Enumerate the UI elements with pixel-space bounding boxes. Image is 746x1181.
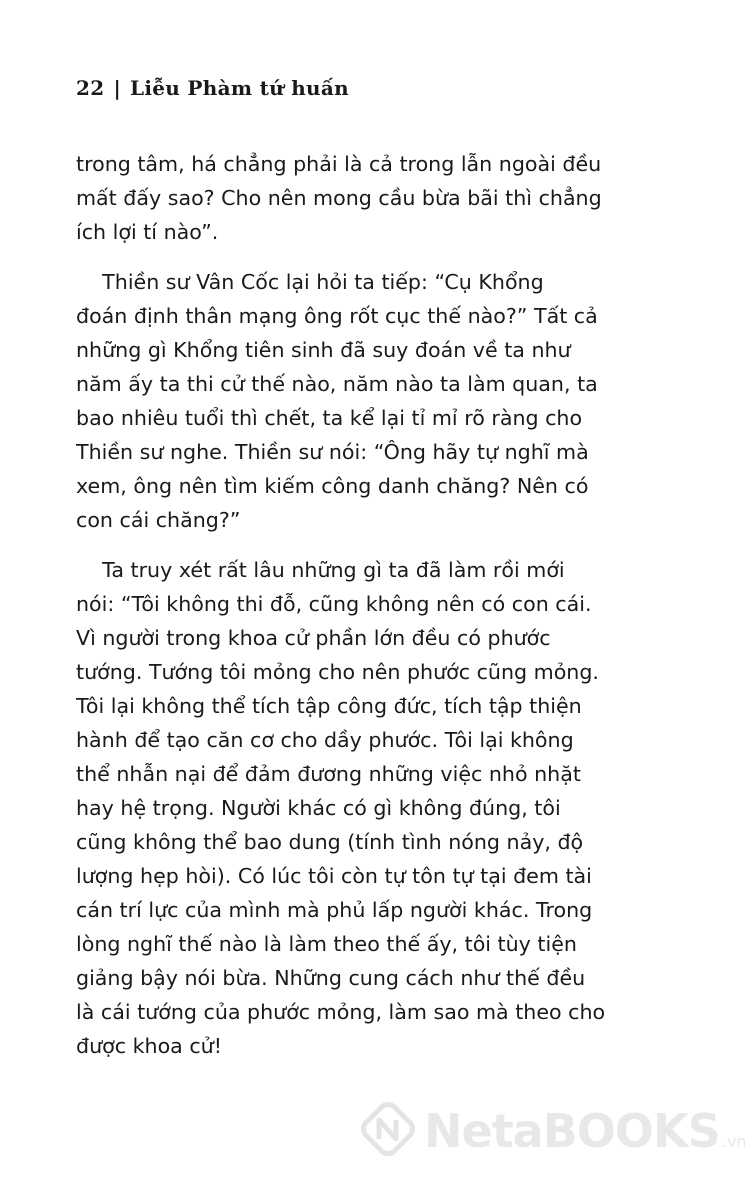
- page-header: [76, 76, 349, 100]
- text-line: Ta truy xét rất lâu những gì ta đã làm rồi mới: [76, 558, 565, 582]
- text-line: lòng nghĩ thế nào là làm theo thế ấy, tôi tùy tiện: [76, 932, 577, 956]
- text-line: năm ấy ta thi cử thế nào, năm nào ta làm quan, ta: [76, 372, 598, 396]
- text-line: Thiền sư Vân Cốc lại hỏi ta tiếp: “Cụ Khổng: [76, 270, 544, 294]
- text-line: bao nhiêu tuổi thì chết, ta kể lại tỉ mỉ rõ ràng cho: [76, 406, 583, 430]
- paragraph-1: [76, 147, 630, 249]
- page-body: [76, 147, 630, 1079]
- text-line: thể nhẫn nại để đảm đương những việc nhỏ nhặt: [76, 762, 581, 786]
- watermark: [362, 1103, 746, 1159]
- book-title: Liễu Phàm tứ huấn: [130, 76, 349, 100]
- text-line: là cái tướng của phước mỏng, làm sao mà theo cho: [76, 1000, 606, 1024]
- text-line: xem, ông nên tìm kiếm công danh chăng? Nên có: [76, 474, 589, 498]
- text-line: tướng. Tướng tôi mỏng cho nên phước cũng mỏng.: [76, 660, 599, 684]
- text-line: lượng hẹp hòi). Có lúc tôi còn tự tôn tự tại đem tài: [76, 864, 592, 888]
- text-line: Tôi lại không thể tích tập công đức, tích tập thiện: [76, 694, 582, 718]
- text-line: hay hệ trọng. Người khác có gì không đúng, tôi: [76, 796, 561, 820]
- watermark-suffix: .vn: [721, 1132, 746, 1151]
- text-line: ích lợi tí nào”.: [76, 220, 219, 244]
- text-line: trong tâm, há chẳng phải là cả trong lẫn ngoài đều: [76, 152, 602, 176]
- text-line: được khoa cử!: [76, 1034, 222, 1058]
- page-number: 22: [76, 76, 105, 100]
- watermark-brand: NetaBOOKS: [424, 1104, 720, 1158]
- netabooks-logo-icon: [362, 1103, 418, 1159]
- text-line: cũng không thể bao dung (tính tình nóng nảy, độ: [76, 830, 584, 854]
- text-line: Vì người trong khoa cử phần lớn đều có phước: [76, 626, 551, 650]
- text-line: con cái chăng?”: [76, 508, 241, 532]
- text-line: mất đấy sao? Cho nên mong cầu bừa bãi thì chẳng: [76, 186, 602, 210]
- text-line: nói: “Tôi không thi đỗ, cũng không nên có con cái.: [76, 592, 592, 616]
- text-line: cán trí lực của mình mà phủ lấp người khác. Trong: [76, 898, 593, 922]
- text-line: Thiền sư nghe. Thiền sư nói: “Ông hãy tự nghĩ mà: [76, 440, 589, 464]
- text-line: giảng bậy nói bừa. Những cung cách như thế đều: [76, 966, 586, 990]
- text-line: đoán định thân mạng ông rốt cục thế nào?” Tất cả: [76, 304, 598, 328]
- text-line: hành để tạo căn cơ cho dầy phước. Tôi lại không: [76, 728, 574, 752]
- text-line: những gì Khổng tiên sinh đã suy đoán về ta như: [76, 338, 571, 362]
- paragraph-2: [76, 265, 630, 537]
- header-separator: |: [113, 76, 122, 100]
- paragraph-3: [76, 553, 630, 1063]
